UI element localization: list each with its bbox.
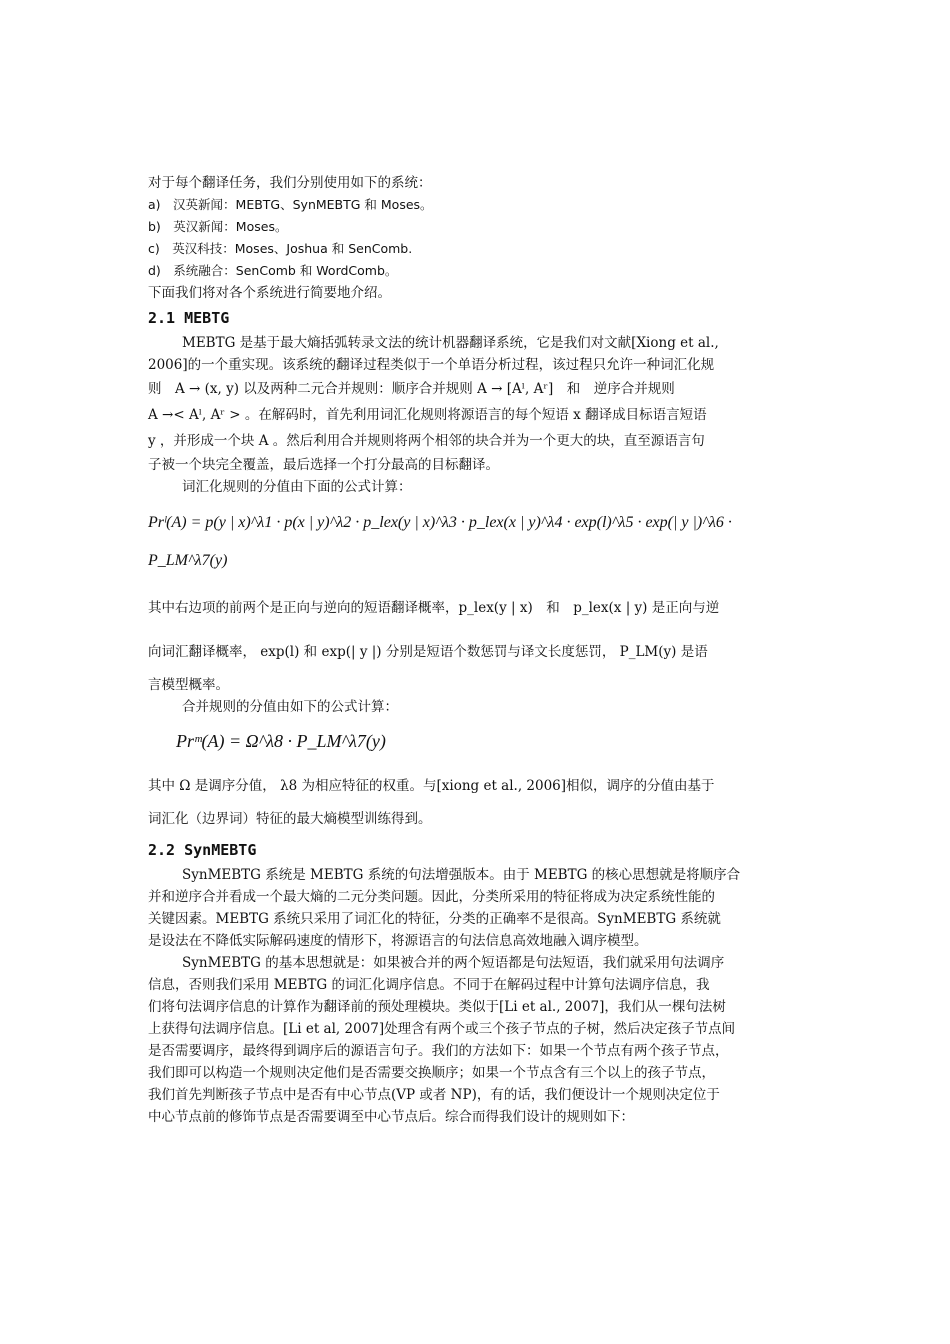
paragraph-line: 言模型概率。: [148, 677, 229, 693]
paragraph-line: 关键因素。MEBTG 系统只采用了词汇化的特征，分类的正确率不是很高。SynMEBTG 系统就: [148, 911, 721, 927]
paragraph-line: 是设法在不降低实际解码速度的情形下，将源语言的句法信息高效地融入调序模型。: [148, 933, 648, 949]
document-page: [148, 172, 806, 1128]
list-item-a: a) 汉英新闻：MEBTG、SynMEBTG 和 Moses。: [148, 197, 433, 212]
paragraph-line: 则 A → (x, y) 以及两种二元合并规则：顺序合并规则 A → [Aˡ, Aʳ] 和 逆序合并规则: [148, 381, 675, 397]
paragraph-line: 词汇化（边界词）特征的最大熵模型训练得到。: [148, 811, 432, 827]
paragraph-line: SynMEBTG 的基本思想就是：如果被合并的两个短语都是句法短语，我们就采用句法调序: [182, 955, 725, 971]
paragraph-line: 们将句法调序信息的计算作为翻译前的预处理模块。类似于[Li et al., 2007]，我们从一棵句法树: [148, 999, 726, 1015]
paragraph-line: 我们首先判断孩子节点中是否有中心节点(VP 或者 NP)，有的话，我们便设计一个规则决定位于: [148, 1087, 720, 1103]
paragraph-line: SynMEBTG 系统是 MEBTG 系统的句法增强版本。由于 MEBTG 的核心思想就是将顺序合: [182, 867, 741, 883]
list-item-c: c) 英汉科技：Moses、Joshua 和 SenComb.: [148, 241, 413, 256]
intro-closing: 下面我们将对各个系统进行简要地介绍。: [148, 285, 391, 301]
paragraph-line: 信息，否则我们采用 MEBTG 的词汇化调序信息。不同于在解码过程中计算句法调序信息，我: [148, 977, 710, 993]
paragraph-line: 我们即可以构造一个规则决定他们是否需要交换顺序；如果一个节点含有三个以上的孩子节点，: [148, 1065, 715, 1081]
equation-lexical-rule: Prˡ(A) = p(y | x)^λ1 · p(x | y)^λ2 · p_lex(y | x)^λ3 · p_lex(x | y)^λ4 · exp(l)^λ5 · exp(| y |)^λ6 · P_LM^λ7(y): [148, 514, 732, 569]
paragraph-line: 是否需要调序，最终得到调序后的源语言句子。我们的方法如下：如果一个节点有两个孩子节点，: [148, 1043, 729, 1059]
list-item-b: b) 英汉新闻：Moses。: [148, 219, 288, 234]
section-heading-2-1: 2.1 MEBTG: [148, 309, 230, 327]
paragraph-line: 其中 Ω 是调序分值， λ8 为相应特征的权重。与[xiong et al., 2006]相似，调序的分值由基于: [148, 778, 715, 794]
paragraph-line: 向词汇翻译概率， exp(l) 和 exp(| y |) 分别是短语个数惩罚与译文长度惩罚， P_LM(y) 是语: [148, 644, 708, 660]
paragraph-line: A →< Aˡ, Aʳ > 。在解码时，首先利用词汇化规则将源语言的每个短语 x 翻译成目标语言短语: [148, 407, 707, 423]
paragraph-line: 并和逆序合并看成一个最大熵的二元分类问题。因此，分类所采用的特征将成为决定系统性能的: [148, 889, 715, 905]
paragraph-line: 2006]的一个重实现。该系统的翻译过程类似于一个单语分析过程，该过程只允许一种词汇化规: [148, 357, 715, 373]
paragraph-line: 合并规则的分值由如下的公式计算：: [182, 699, 398, 715]
paragraph-line: 中心节点前的修饰节点是否需要调至中心节点后。综合而得我们设计的规则如下：: [148, 1109, 634, 1125]
section-heading-2-2: 2.2 SynMEBTG: [148, 841, 257, 859]
list-item-d: d) 系统融合：SenComb 和 WordComb。: [148, 263, 398, 278]
intro-lead: 对于每个翻译任务，我们分别使用如下的系统：: [148, 175, 432, 191]
paragraph-line: 词汇化规则的分值由下面的公式计算：: [182, 479, 412, 495]
paragraph-line: 其中右边项的前两个是正向与逆向的短语翻译概率，p_lex(y | x) 和 p_lex(x | y) 是正向与逆: [148, 600, 720, 616]
paragraph-line: y ，并形成一个块 A 。然后利用合并规则将两个相邻的块合并为一个更大的块，直至源语言句: [148, 433, 705, 449]
equation-merge-rule: Prᵐ(A) = Ω^λ8 · P_LM^λ7(y): [176, 731, 386, 751]
paragraph-line: MEBTG 是基于最大熵括弧转录文法的统计机器翻译系统，它是我们对文献[Xiong et al.,: [182, 335, 719, 351]
paragraph-line: 子被一个块完全覆盖，最后选择一个打分最高的目标翻译。: [148, 457, 499, 473]
paragraph-line: 上获得句法调序信息。[Li et al, 2007]处理含有两个或三个孩子节点的子树，然后决定孩子节点间: [148, 1021, 736, 1037]
